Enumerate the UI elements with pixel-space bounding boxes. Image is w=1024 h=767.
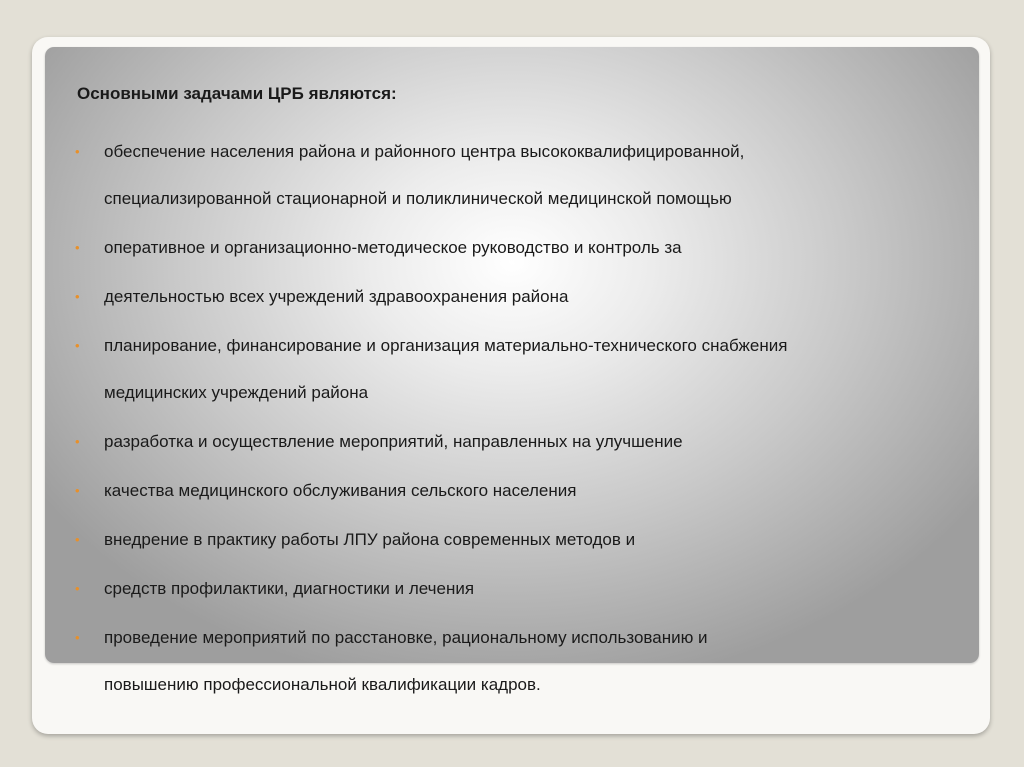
bullet-icon: • xyxy=(75,483,80,498)
bullet-icon: • xyxy=(75,581,80,596)
list-item xyxy=(73,322,973,416)
list-item xyxy=(73,467,973,514)
list-item xyxy=(73,418,973,465)
list-item xyxy=(73,516,973,563)
list-item xyxy=(73,128,973,222)
list-item-text: внедрение в практику работы ЛПУ района современных методов и xyxy=(104,530,636,549)
list-item-text: повышению профессиональной квалификации кадров. xyxy=(104,675,541,694)
list-item-text: разработка и осуществление мероприятий, направленных на улучшение xyxy=(104,432,683,451)
slide-content xyxy=(73,84,973,710)
task-list xyxy=(73,128,973,708)
list-item-text: проведение мероприятий по расстановке, рациональному использованию и xyxy=(104,628,708,647)
bullet-icon: • xyxy=(75,289,80,304)
list-item-text: специализированной стационарной и поликлинической медицинской помощью xyxy=(104,189,732,208)
slide-heading: Основными задачами ЦРБ являются: xyxy=(77,84,397,103)
list-item xyxy=(73,273,973,320)
bullet-icon: • xyxy=(75,338,80,353)
list-item-text: качества медицинского обслуживания сельского населения xyxy=(104,481,577,500)
list-item-text: обеспечение населения района и районного центра высококвалифицированной, xyxy=(104,142,745,161)
list-item-text: медицинских учреждений района xyxy=(104,383,369,402)
list-item xyxy=(73,614,973,708)
bullet-icon: • xyxy=(75,144,80,159)
bullet-icon: • xyxy=(75,532,80,547)
bullet-icon: • xyxy=(75,240,80,255)
list-item-text: планирование, финансирование и организация материально-технического снабжения xyxy=(104,336,788,355)
list-item-text: оперативное и организационно-методическое руководство и контроль за xyxy=(104,238,682,257)
bullet-icon: • xyxy=(75,630,80,645)
list-item xyxy=(73,565,973,612)
bullet-icon: • xyxy=(75,434,80,449)
list-item xyxy=(73,224,973,271)
list-item-text: средств профилактики, диагностики и лечения xyxy=(104,579,475,598)
list-item-text: деятельностью всех учреждений здравоохранения района xyxy=(104,287,569,306)
